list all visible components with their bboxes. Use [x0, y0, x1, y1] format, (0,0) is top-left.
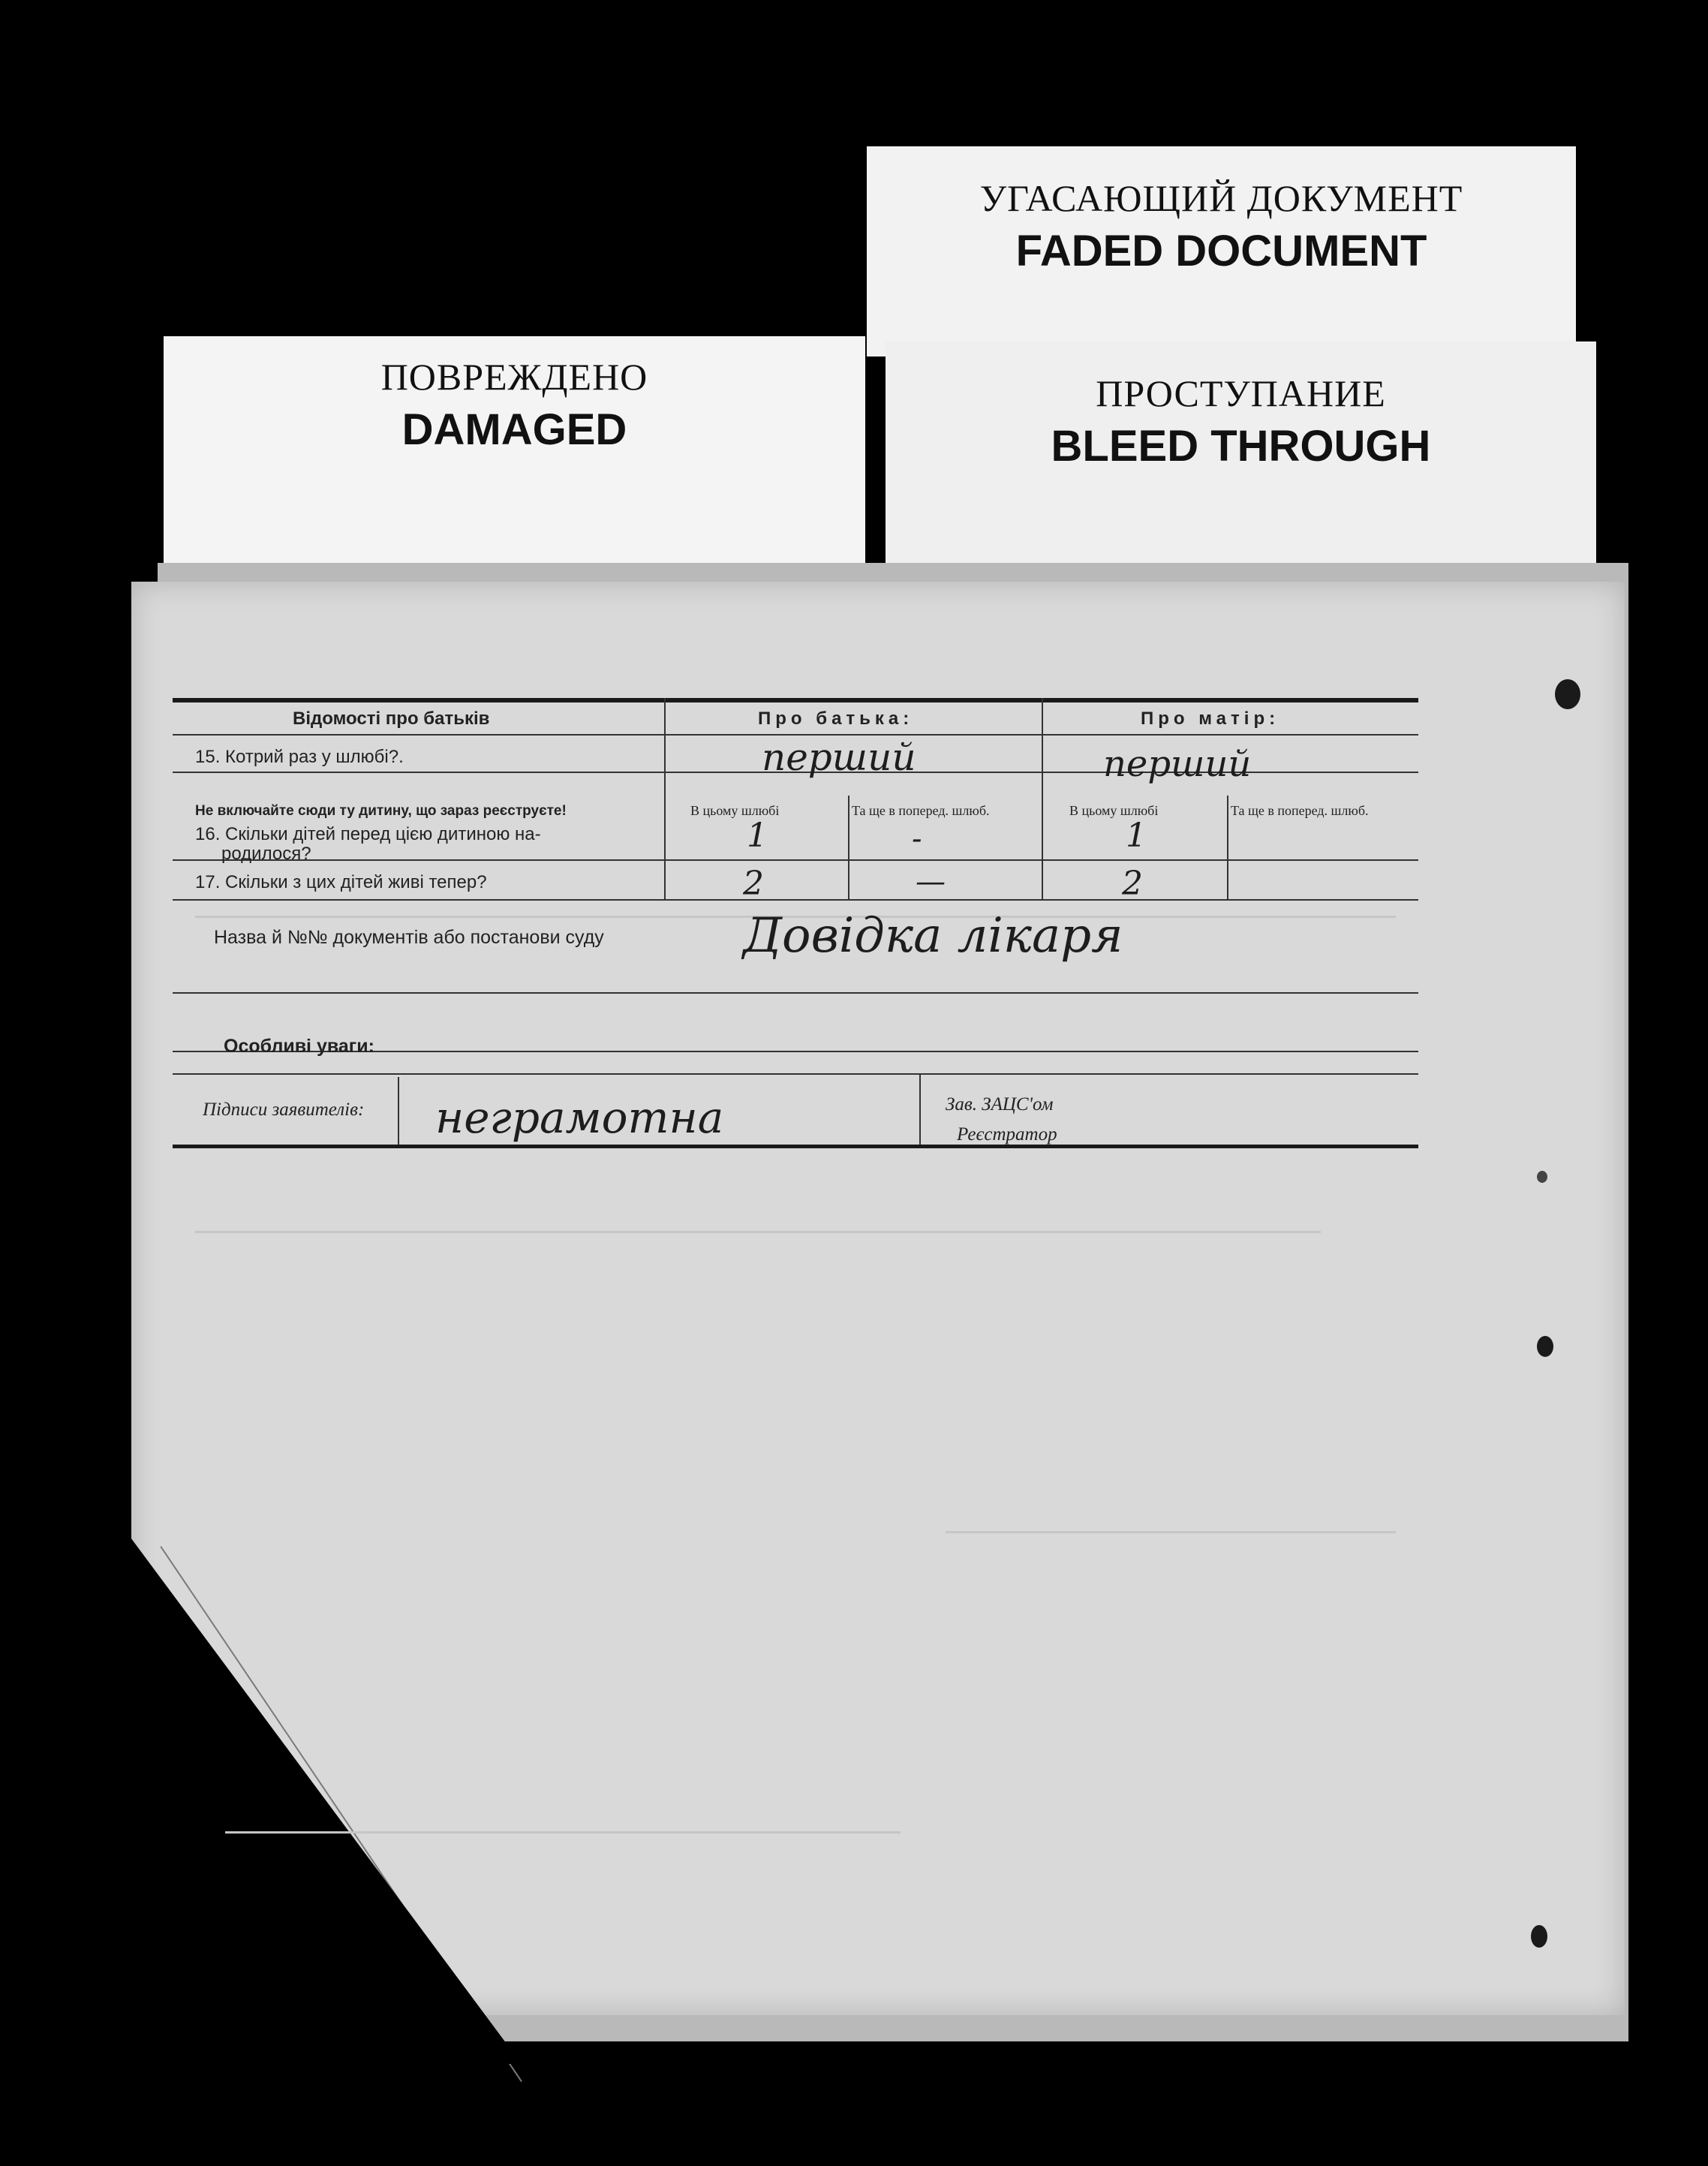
row-16-label-line2: родилося? [221, 844, 311, 864]
bleed-card-english-label: BLEED THROUGH [1051, 422, 1431, 471]
row-17-label: 17. Скільки з цих дітей живі тепер? [195, 872, 487, 892]
punch-hole [1537, 1171, 1547, 1183]
row-16-label-line1: 16. Скільки дітей перед цією дитиною на- [195, 824, 541, 844]
damaged-card [164, 336, 865, 591]
form-bottom-rule [173, 1145, 1418, 1148]
faded-card-russian-label: УГАСАЮЩИЙ ДОКУМЕНТ [979, 177, 1463, 219]
bleed-through-card [886, 341, 1596, 597]
handwritten-mother-marriage: перший [1103, 743, 1252, 785]
column-divider [848, 796, 849, 899]
handwritten-father-children-alive: 2 [743, 865, 764, 903]
row-rule [173, 1073, 1418, 1075]
handwritten-mother-children-born: 1 [1126, 817, 1147, 855]
column-divider [664, 698, 666, 899]
documents-label: Назва й №№ документів або постанови суду [214, 927, 604, 948]
punch-hole [1537, 1336, 1553, 1357]
bleed-through-mark [946, 1531, 1396, 1533]
damaged-card-english-label: DAMAGED [401, 405, 627, 454]
bleed-through-mark [195, 1231, 1321, 1233]
father-prev-marriage-subheader: Та ще в поперед. шлюб. [852, 803, 990, 818]
row-16-note: Не включайте сюди ту дитину, що зараз реєструєте! [195, 803, 567, 819]
bleed-card-russian-label: ПРОСТУПАНИЕ [1096, 372, 1386, 414]
form-top-rule [173, 698, 1418, 702]
handwritten-documents: Довідка лікаря [743, 908, 1123, 964]
handwritten-father-marriage: перший [762, 736, 916, 779]
header-about-father: Про батька: [758, 708, 914, 729]
bleed-through-mark [225, 1831, 901, 1834]
row-rule [173, 859, 1418, 861]
mother-prev-marriage-subheader: Та ще в поперед. шлюб. [1231, 803, 1369, 818]
signature-divider [398, 1077, 399, 1145]
registrar-label: Реєстратор [957, 1124, 1057, 1145]
column-divider [1227, 796, 1228, 899]
handwritten-prev-born-dash: - [912, 822, 922, 856]
row-rule [173, 992, 1418, 994]
handwritten-father-children-born: 1 [747, 817, 768, 855]
faded-card-english-label: FADED DOCUMENT [1015, 227, 1427, 275]
signatures-label: Підписи заявителів: [203, 1100, 365, 1120]
header-parents-info: Відомості про батьків [293, 708, 490, 729]
father-this-marriage-subheader: В цьому шлюбі [690, 803, 780, 818]
handwritten-signature: неграмотна [435, 1092, 724, 1143]
special-notes-label: Особливі уваги: [224, 1036, 374, 1057]
column-divider [1042, 698, 1043, 899]
handwritten-mother-children-alive: 2 [1122, 865, 1143, 903]
faded-document-card [867, 146, 1576, 356]
row-rule [173, 899, 1418, 901]
mother-this-marriage-subheader: В цьому шлюбі [1069, 803, 1159, 818]
registry-head-label: Зав. ЗАЦС'ом [946, 1094, 1054, 1115]
torn-corner [131, 1539, 522, 2064]
header-about-mother: Про матір: [1141, 708, 1280, 729]
signature-divider [919, 1073, 921, 1145]
punch-hole [1531, 1925, 1547, 1948]
punch-hole [1555, 679, 1580, 709]
handwritten-prev-alive-dash: — [916, 865, 946, 899]
damaged-card-russian-label: ПОВРЕЖДЕНО [380, 356, 648, 398]
row-15-label: 15. Котрий раз у шлюбі?. [195, 747, 404, 767]
